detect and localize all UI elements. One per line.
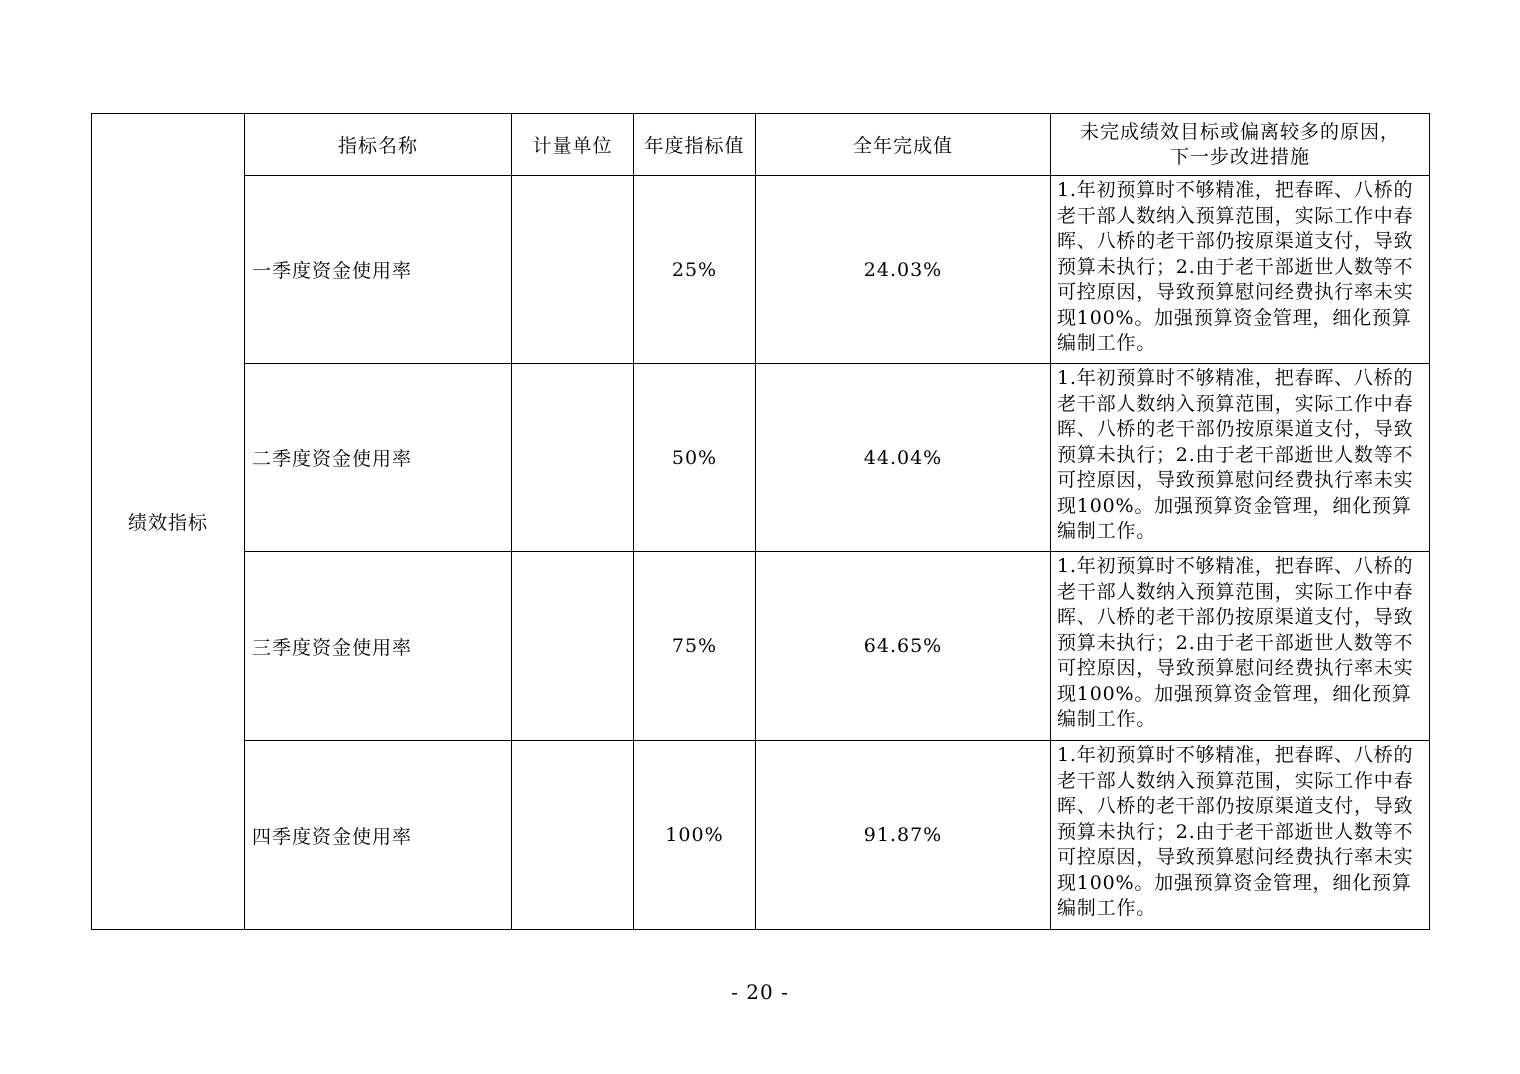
header-annual-target: 年度指标值 — [634, 114, 756, 176]
unit-cell — [512, 552, 634, 741]
actual-cell: 44.04% — [756, 364, 1051, 552]
table-row — [92, 741, 1430, 930]
table-header-row — [92, 114, 1430, 176]
annual-target-cell: 100% — [634, 741, 756, 930]
header-actual: 全年完成值 — [756, 114, 1051, 176]
reason-cell: 1.年初预算时不够精准，把春晖、八桥的老干部人数纳入预算范围，实际工作中春晖、八桥的老干部仍按原渠道支付，导致预算未执行；2.由于老干部逝世人数等不可控原因，导致预算慰问经费执行率未实现100%。加强预算资金管理，细化预算编制工作。 — [1051, 741, 1430, 930]
header-unit: 计量单位 — [512, 114, 634, 176]
section-label: 绩效指标 — [92, 114, 245, 930]
table-row — [92, 364, 1430, 552]
performance-indicator-table — [91, 113, 1430, 930]
table-row — [92, 176, 1430, 364]
indicator-name: 二季度资金使用率 — [245, 364, 512, 552]
indicator-name: 四季度资金使用率 — [245, 741, 512, 930]
unit-cell — [512, 741, 634, 930]
annual-target-cell: 50% — [634, 364, 756, 552]
header-reason — [1051, 114, 1430, 176]
actual-cell: 91.87% — [756, 741, 1051, 930]
reason-cell: 1.年初预算时不够精准，把春晖、八桥的老干部人数纳入预算范围，实际工作中春晖、八桥的老干部仍按原渠道支付，导致预算未执行；2.由于老干部逝世人数等不可控原因，导致预算慰问经费执行率未实现100%。加强预算资金管理，细化预算编制工作。 — [1051, 552, 1430, 741]
indicator-name: 三季度资金使用率 — [245, 552, 512, 741]
header-indicator-name: 指标名称 — [245, 114, 512, 176]
header-reason-line2: 下一步改进措施 — [1169, 145, 1310, 168]
annual-target-cell: 25% — [634, 176, 756, 364]
actual-cell: 64.65% — [756, 552, 1051, 741]
actual-cell: 24.03% — [756, 176, 1051, 364]
page-number: - 20 - — [731, 980, 789, 1004]
reason-cell: 1.年初预算时不够精准，把春晖、八桥的老干部人数纳入预算范围，实际工作中春晖、八桥的老干部仍按原渠道支付，导致预算未执行；2.由于老干部逝世人数等不可控原因，导致预算慰问经费执行率未实现100%。加强预算资金管理，细化预算编制工作。 — [1051, 364, 1430, 552]
header-reason-line1: 未完成绩效目标或偏离较多的原因， — [1079, 120, 1400, 143]
reason-cell: 1.年初预算时不够精准，把春晖、八桥的老干部人数纳入预算范围，实际工作中春晖、八桥的老干部仍按原渠道支付，导致预算未执行；2.由于老干部逝世人数等不可控原因，导致预算慰问经费执行率未实现100%。加强预算资金管理，细化预算编制工作。 — [1051, 176, 1430, 364]
unit-cell — [512, 364, 634, 552]
unit-cell — [512, 176, 634, 364]
annual-target-cell: 75% — [634, 552, 756, 741]
table-row — [92, 552, 1430, 741]
indicator-name: 一季度资金使用率 — [245, 176, 512, 364]
